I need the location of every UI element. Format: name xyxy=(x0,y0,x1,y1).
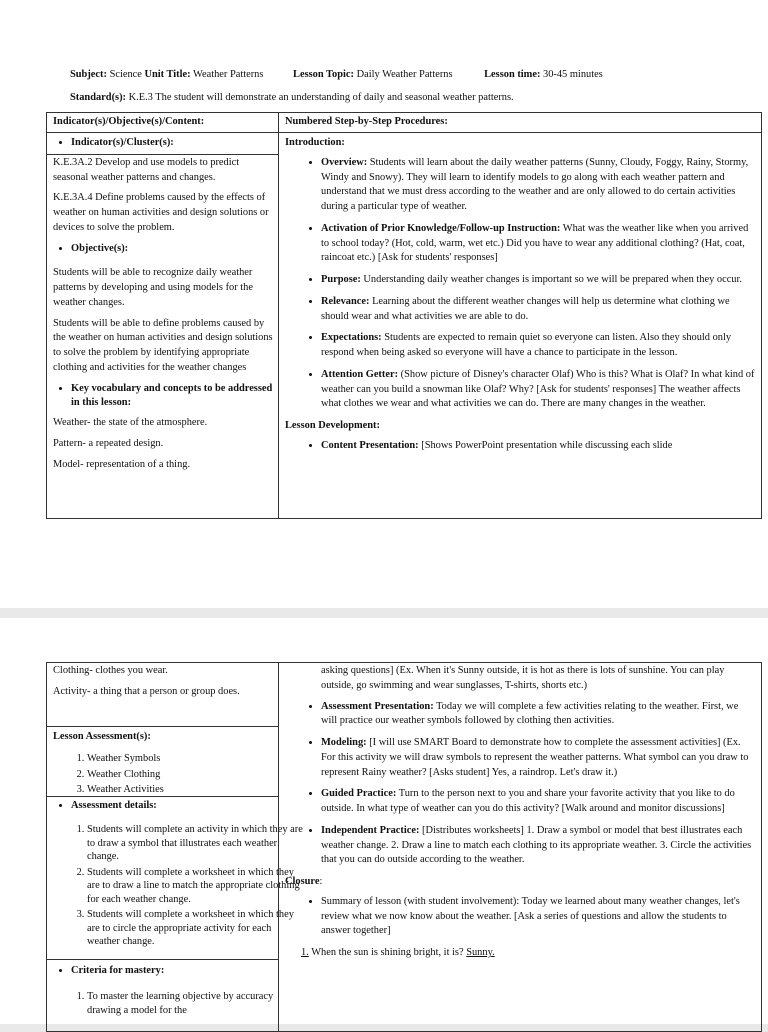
lesson-header xyxy=(70,68,603,83)
vocab-pattern: Pattern- a repeated design. xyxy=(53,438,164,450)
assessment-detail-1: 1. Students will complete an activity in which they are to draw a symbol that illustrates each weather change. xyxy=(87,823,305,864)
assessment-details-heading: • Assessment details: xyxy=(71,799,157,814)
procedure-guided-practice: • Guided Practice: Turn to the person next to you and share your favorite activity that you like to do outside. In what type of weather can you do this activity? [Walk around and monitor discussions] xyxy=(321,787,757,817)
objectives-heading: • Objective(s): xyxy=(71,242,275,257)
vocabulary-heading: • Key vocabulary and concepts to be addressed in this lesson: xyxy=(71,382,275,412)
objective-2: Students will be able to define problems caused by the weather on human activities and design solutions to solve the problem by identifying appropriate clothing and activities for the weather changes xyxy=(53,317,273,373)
content-presentation-continued: asking questions] (Ex. When it's Sunny outside, it is hot as there is lots of sunshine. You can play outside, go swimming and wear sunglasses, T-shirts, shorts etc.) xyxy=(321,665,725,691)
assessment-detail-2: 2. Students will complete a worksheet in which they are to draw a line to match the appropriate clothing for each weather change. xyxy=(87,866,305,907)
lesson-time-label: Lesson time: xyxy=(484,69,541,80)
objective-1: Students will be able to recognize daily weather patterns by developing and using models for the weather changes. xyxy=(53,267,253,308)
procedure-purpose: • Purpose: Understanding daily weather changes is important so we will be prepared when they occur. xyxy=(321,273,757,288)
lesson-time-value: 30-45 minutes xyxy=(543,69,603,80)
procedure-independent-practice: • Independent Practice: [Distributes worksheets] 1. Draw a symbol or model that best illustrates each weather change. 2. Draw a line to match each clothing to its appropriate weather. 3. Circle the activities that you can do outside according to the weather. xyxy=(321,824,757,868)
criteria-for-mastery-heading: • Criteria for mastery: xyxy=(71,964,164,979)
procedure-modeling: • Modeling: [I will use SMART Board to demonstrate how to complete the assessment activities] (Ex. For this activity we will draw symbols to represent the weather patterns. What symbol can you draw to represent Rainy weather? [Asks student] Yes, a raindrop. Let's draw it.) xyxy=(321,736,757,780)
vocab-clothing: Clothing- clothes you wear. xyxy=(53,665,168,676)
closure-question-1: 1. When the sun is shining bright, it is? Sunny. xyxy=(301,947,495,959)
unit-title-label: Unit Title: xyxy=(144,69,191,80)
standards-value: K.E.3 The student will demonstrate an understanding of daily and seasonal weather patterns. xyxy=(128,92,514,103)
lesson-assessments-heading: Lesson Assessment(s): xyxy=(53,731,151,742)
standards-label: Standard(s): xyxy=(70,92,127,103)
standards-line xyxy=(70,91,514,106)
assessment-detail-3: 3. Students will complete a worksheet in which they are to circle the appropriate activity for each weather change. xyxy=(87,908,305,949)
page-2 xyxy=(0,618,768,1024)
indicator-k-e-3a-2: K.E.3A.2 Develop and use models to predict seasonal weather patterns and changes. xyxy=(53,156,240,183)
lesson-topic-value: Daily Weather Patterns xyxy=(356,69,453,80)
subject-value: Science xyxy=(109,69,142,80)
subject-label: Subject: xyxy=(70,69,107,80)
indicators-heading: • Indicator(s)/Cluster(s): xyxy=(71,136,275,151)
introduction-heading: Introduction: xyxy=(285,137,345,148)
mastery-criterion-1: 1. To master the learning objective by accuracy drawing a model for the xyxy=(87,990,305,1017)
right-column-header: Numbered Step-by-Step Procedures: xyxy=(285,116,448,127)
assessment-column xyxy=(53,664,303,1032)
vocab-activity: Activity- a thing that a person or group does. xyxy=(53,685,240,697)
procedure-attention-getter: • Attention Getter: (Show picture of Disney's character Olaf) Who is this? What is Olaf? In what kind of weather can you build a snowman like Olaf? Why? [Ask for students' responses] The weather affects what clothes we wear and what activities we can do. There are many changes in the weather. xyxy=(321,368,757,412)
procedure-relevance: • Relevance: Learning about the different weather changes will help us determine what clothing we should wear and what activities we are able to do. xyxy=(321,295,757,325)
procedure-assessment-presentation: • Assessment Presentation: Today we will complete a few activities relating to the weather. First, we will practice our weather symbols followed by clothing then activities. xyxy=(321,700,757,730)
vocab-model: Model- representation of a thing. xyxy=(53,458,191,470)
vocab-weather: Weather- the state of the atmosphere. xyxy=(53,417,208,429)
closure-heading: Closure: xyxy=(285,876,323,888)
procedure-expectations: • Expectations: Students are expected to remain quiet so everyone can listen. Also they should only respond when being asked so everyone will have a chance to participate in the lesson. xyxy=(321,331,757,361)
assessment-weather-activities: 3. Weather Activities xyxy=(87,783,164,797)
lesson-topic-label: Lesson Topic: xyxy=(293,69,354,80)
lesson-table-page-2 xyxy=(46,662,762,1032)
left-column-header: Indicator(s)/Objective(s)/Content: xyxy=(53,116,205,127)
indicators-column xyxy=(53,136,275,518)
closure-summary: • Summary of lesson (with student involvement): Today we learned about many weather changes, let's review what we now know about the weather. [Ask a series of questions and allow the students to answer together] xyxy=(321,895,757,939)
procedure-content-presentation: • Content Presentation: [Shows PowerPoint presentation while discussing each slide xyxy=(321,439,757,454)
lesson-development-heading: Lesson Development: xyxy=(285,420,380,432)
unit-title-value: Weather Patterns xyxy=(193,69,264,80)
procedure-prior-knowledge: • Activation of Prior Knowledge/Follow-up Instruction: What was the weather like when you arrived to school today? (Hot, cold, warm, wet etc.) Did you have to wear any additional clothing? (Hat, coat, raincoat etc.) [Ask for students' responses] xyxy=(321,222,757,266)
assessment-weather-symbols: 1. Weather Symbols xyxy=(87,752,164,766)
procedures-continued-column xyxy=(285,664,757,1032)
indicator-k-e-3a-4: K.E.3A.4 Define problems caused by the effects of weather on human activities and design solutions or devices to solve the problem. xyxy=(53,192,269,233)
assessment-weather-clothing: 2. Weather Clothing xyxy=(87,768,164,782)
procedure-overview: • Overview: Students will learn about the daily weather patterns (Sunny, Cloudy, Foggy, Rainy, Stormy, Windy and Snowy). They will learn to identify models to go along with each weather pattern and understand that we must dress according to the weather and are only allowed to do certain activities during a particular type of weather. xyxy=(321,156,757,215)
lesson-table-page-1 xyxy=(46,112,762,519)
procedures-column xyxy=(285,136,757,518)
